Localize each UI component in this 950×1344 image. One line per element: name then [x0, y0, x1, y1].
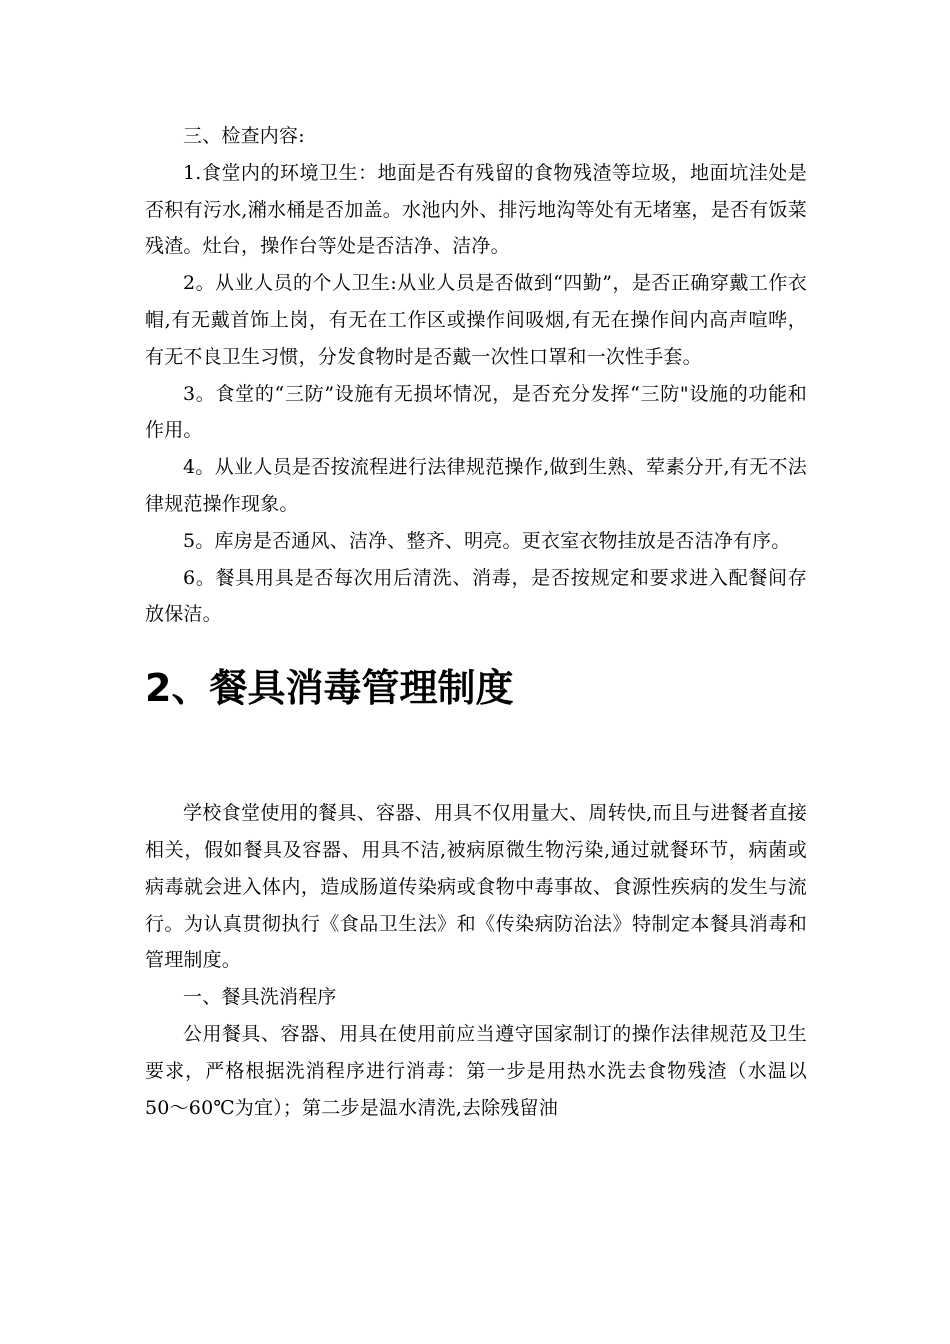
intro-paragraph: 学校食堂使用的餐具、容器、用具不仅用量大、周转快,而且与进餐者直接相关，假如餐具及容器、用具不洁,被病原微生物污染,通过就餐环节，病菌或病毒就会进入体内，造成肠道传染病或食物中毒事故、食源性疾病的发生与流行。为认真贯彻执行《食品卫生法》和《传染病防治法》特制定本餐具消毒和管理制度。 — [145, 802, 807, 972]
section-title-inspection: 三、检查内容: — [183, 125, 305, 147]
inspection-item-2: 2。从业人员的个人卫生:从业人员是否做到“四勤”，是否正确穿戴工作衣帽,有无戴首饰上岗，有无在工作区或操作间吸烟,有无在操作间内高声喧哗，有无不良卫生习惯，分发食物时是否戴一次性口罩和一次性手套。 — [145, 272, 807, 368]
section-heading-tableware: 2、餐具消毒管理制度 — [145, 666, 514, 711]
subsection-title: 一、餐具洗消程序 — [183, 986, 337, 1009]
inspection-item-5: 5。库房是否通风、洁净、整齐、明亮。更衣室衣物挂放是否洁净有序。 — [183, 529, 791, 552]
inspection-item-3: 3。食堂的“三防”设施有无损坏情况，是否充分发挥“三防"设施的功能和作用。 — [145, 382, 807, 442]
procedure-paragraph: 公用餐具、容器、用具在使用前应当遵守国家制订的操作法律规范及卫生要求，严格根据洗消程序进行消毒：第一步是用热水洗去食物残渣（水温以 50～60℃为宜）；第二步是温水清洗,去除残留油 — [145, 1022, 814, 1119]
document-page — [145, 118, 814, 1126]
inspection-item-4: 4。从业人员是否按流程进行法律规范操作,做到生熟、荤素分开,有无不法律规范操作现象。 — [145, 456, 807, 515]
spacer — [145, 711, 807, 795]
inspection-item-6: 6。餐具用具是否每次用后清洗、消毒，是否按规定和要求进入配餐间存放保洁。 — [145, 566, 807, 626]
inspection-item-1: 1.食堂内的环境卫生：地面是否有残留的食物残渣等垃圾，地面坑洼处是否积有污水,潲水桶是否加盖。水池内外、排污地沟等处有无堵塞，是否有饭菜残渣。灶台，操作台等处是否洁净、洁净。 — [145, 161, 807, 258]
